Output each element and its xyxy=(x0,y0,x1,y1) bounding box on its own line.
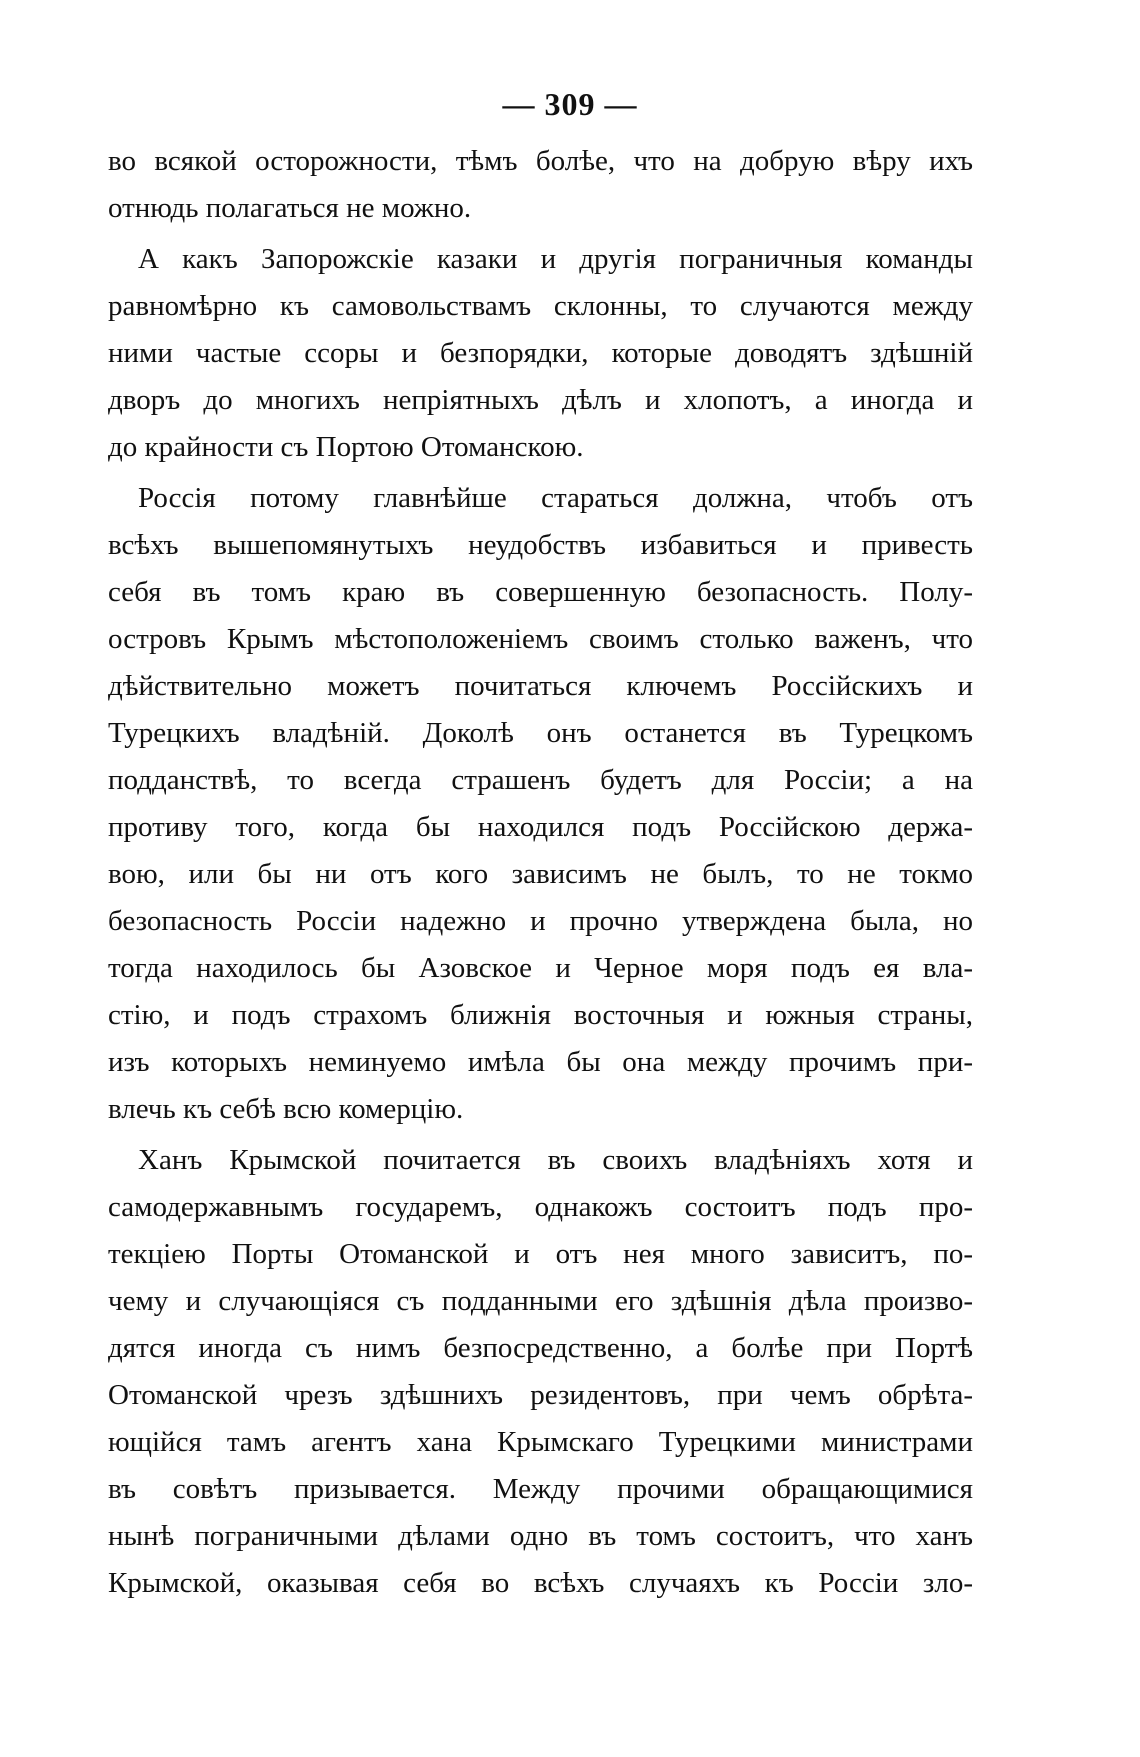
text-line: А какъ Запорожскіе казаки и другія пограничныя команды xyxy=(138,243,973,275)
text-line: противу того, когда бы находился подъ Россійскою держа- xyxy=(108,811,973,843)
paragraph-3 xyxy=(108,475,973,1133)
text-line: до крайности съ Портою Отоманскою. xyxy=(108,431,584,463)
text-line: вою, или бы ни отъ кого зависимъ не былъ, то не токмо xyxy=(108,858,973,890)
text-line: островъ Крымъ мѣстоположеніемъ своимъ столько важенъ, что xyxy=(108,623,973,655)
text-line: безопасность Россіи надежно и прочно утверждена была, но xyxy=(108,905,973,937)
text-line: подданствѣ, то всегда страшенъ будетъ для Россіи; а на xyxy=(108,764,973,796)
text-line: Крымской, оказывая себя во всѣхъ случаяхъ къ Россіи зло- xyxy=(108,1567,973,1599)
text-line: изъ которыхъ неминуемо имѣла бы она между прочимъ при- xyxy=(108,1046,973,1078)
text-line: ними частые ссоры и безпорядки, которые доводятъ здѣшній xyxy=(108,337,973,369)
page-number: — 309 — xyxy=(502,86,638,122)
text-line: Турецкихъ владѣній. Доколѣ онъ останется въ Турецкомъ xyxy=(108,717,973,749)
text-line: стію, и подъ страхомъ ближнія восточныя и южныя страны, xyxy=(108,999,973,1031)
text-line: текціею Порты Отоманской и отъ нея много зависитъ, по- xyxy=(108,1238,973,1270)
text-line: чему и случающіяся съ подданными его здѣшнія дѣла произво- xyxy=(108,1285,973,1317)
text-line: самодержавнымъ государемъ, однакожъ состоитъ подъ про- xyxy=(108,1191,973,1223)
text-line: ющійся тамъ агентъ хана Крымскаго Турецкими министрами xyxy=(108,1426,973,1458)
text-line: тогда находилось бы Азовское и Черное моря подъ ея вла- xyxy=(108,952,973,984)
text-line: отнюдь полагаться не можно. xyxy=(108,192,472,224)
text-line: равномѣрно къ самовольствамъ склонны, то случаются между xyxy=(108,290,973,322)
text-line: дворъ до многихъ непріятныхъ дѣлъ и хлопотъ, а иногда и xyxy=(108,384,973,416)
text-line: всѣхъ вышепомянутыхъ неудобствъ избавиться и привесть xyxy=(108,529,973,561)
text-line: Отоманской чрезъ здѣшнихъ резидентовъ, при чемъ обрѣта- xyxy=(108,1379,973,1411)
text-line: нынѣ пограничными дѣлами одно въ томъ состоитъ, что ханъ xyxy=(108,1520,973,1552)
text-line: себя въ томъ краю въ совершенную безопасность. Полу- xyxy=(108,576,973,608)
text-line: во всякой осторожности, тѣмъ болѣе, что на добрую вѣру ихъ xyxy=(108,145,973,177)
text-line: дятся иногда съ нимъ безпосредственно, а болѣе при Портѣ xyxy=(108,1332,973,1364)
text-line: дѣйствительно можетъ почитаться ключемъ Россійскихъ и xyxy=(108,670,973,702)
text-line: влечь къ себѣ всю комерцію. xyxy=(108,1093,464,1125)
body-text xyxy=(108,138,973,1607)
paragraph-2 xyxy=(108,236,973,471)
text-line: Ханъ Крымской почитается въ своихъ владѣніяхъ хотя и xyxy=(138,1144,973,1176)
text-line: Россія потому главнѣйше стараться должна, чтобъ отъ xyxy=(138,482,973,514)
paragraph-4 xyxy=(108,1137,973,1607)
text-line: въ совѣтъ призывается. Между прочими обращающимися xyxy=(108,1473,973,1505)
paragraph-1 xyxy=(108,138,973,232)
